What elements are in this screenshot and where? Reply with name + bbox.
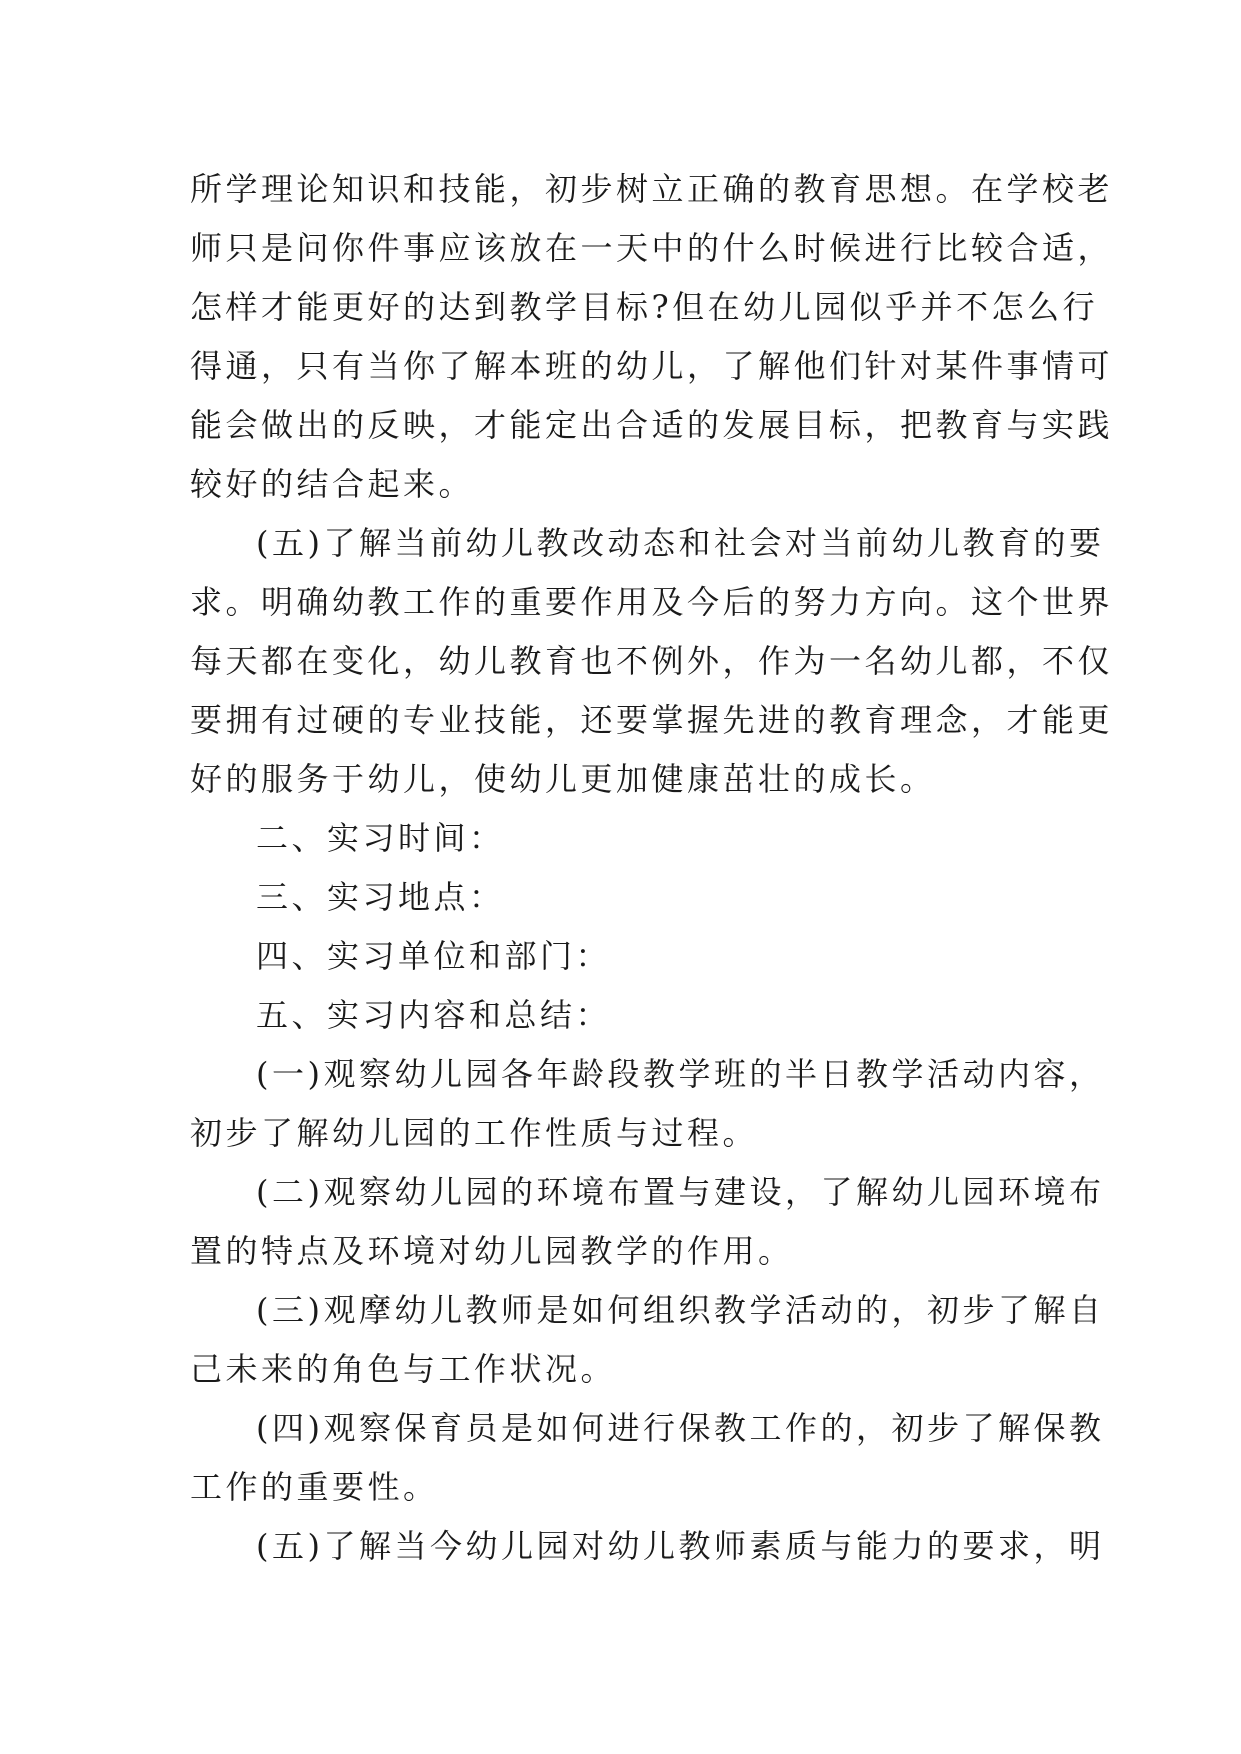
text-line: 每天都在变化，幼儿教育也不例外，作为一名幼儿都，不仅 [190, 642, 1114, 680]
text-line: 己未来的角色与工作状况。 [190, 1350, 617, 1388]
text-line: (三)观摩幼儿教师是如何组织教学活动的，初步了解自 [256, 1291, 1105, 1329]
text-line: (五)了解当今幼儿园对幼儿教师素质与能力的要求，明 [256, 1527, 1105, 1565]
text-line: (一)观察幼儿园各年龄段教学班的半日教学活动内容， [256, 1055, 1105, 1093]
text-line: 初步了解幼儿园的工作性质与过程。 [190, 1114, 759, 1152]
text-line: (二)观察幼儿园的环境布置与建设，了解幼儿园环境布 [256, 1173, 1105, 1211]
body-text [190, 160, 1114, 1576]
text-line: 怎样才能更好的达到教学目标?但在幼儿园似乎并不怎么行 [190, 288, 1099, 326]
text-line: 能会做出的反映，才能定出合适的发展目标，把教育与实践 [190, 406, 1114, 444]
text-line: 工作的重要性。 [190, 1468, 439, 1506]
text-line: (四)观察保育员是如何进行保教工作的，初步了解保教 [256, 1409, 1105, 1447]
text-line: 所学理论知识和技能，初步树立正确的教育思想。在学校老 [190, 170, 1114, 208]
text-line: 求。明确幼教工作的重要作用及今后的努力方向。这个世界 [190, 583, 1114, 621]
text-line: 四、实习单位和部门： [256, 937, 612, 975]
text-line: 得通，只有当你了解本班的幼儿，了解他们针对某件事情可 [190, 347, 1114, 385]
text-line: (五)了解当前幼儿教改动态和社会对当前幼儿教育的要 [256, 524, 1105, 562]
text-line: 要拥有过硬的专业技能，还要掌握先进的教育理念，才能更 [190, 701, 1114, 739]
text-line: 师只是问你件事应该放在一天中的什么时候进行比较合适， [190, 229, 1114, 267]
text-line: 置的特点及环境对幼儿园教学的作用。 [190, 1232, 794, 1270]
text-line: 较好的结合起来。 [190, 465, 475, 503]
text-line: 二、实习时间： [256, 819, 505, 857]
text-line: 好的服务于幼儿，使幼儿更加健康茁壮的成长。 [190, 760, 936, 798]
text-line: 三、实习地点： [256, 878, 505, 916]
text-line: 五、实习内容和总结： [256, 996, 612, 1034]
